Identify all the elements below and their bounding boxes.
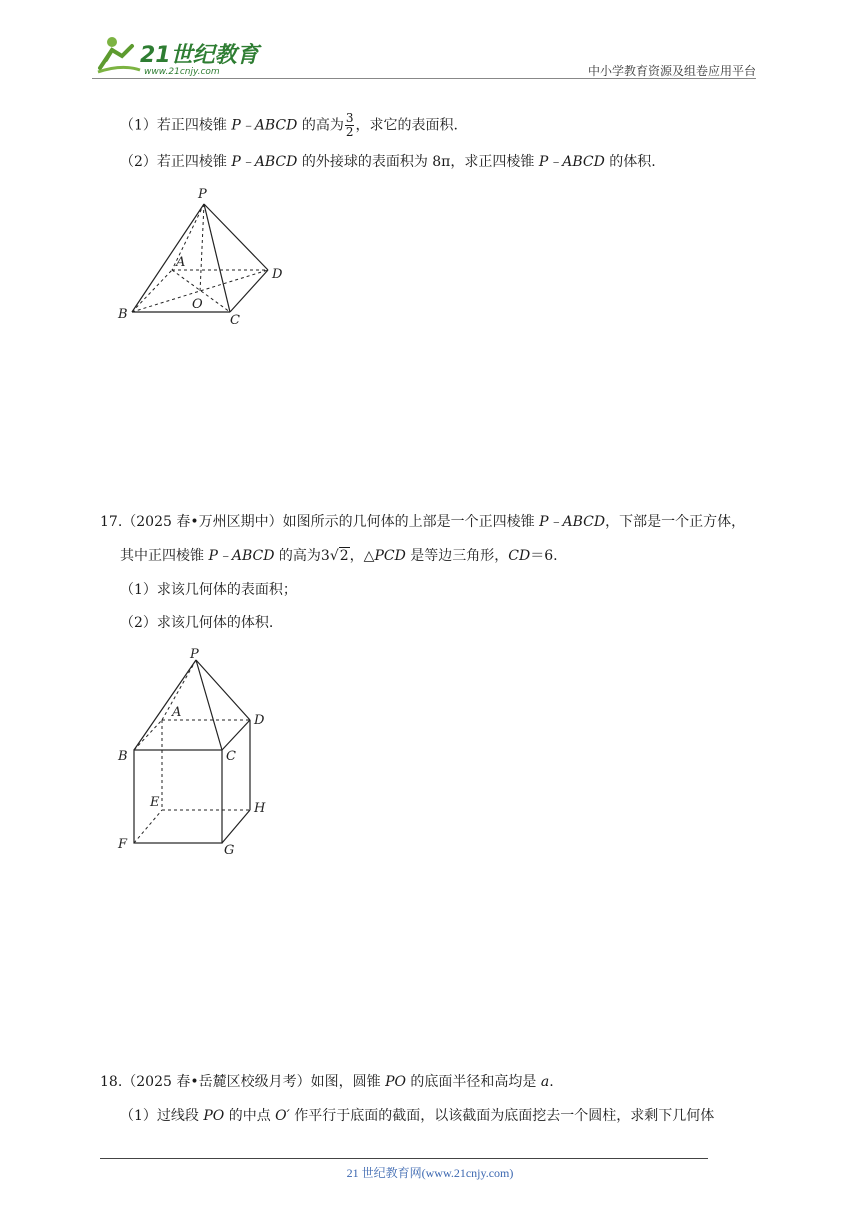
label-A: A [176,255,186,270]
label-H: H [254,801,266,816]
q17-stem-line1: 17.（2025 春•万州区期中）如图所示的几何体的上部是一个正四棱锥 P﹣ABCD，下部是一个正方体， [100,514,746,530]
q17-part2: （2）求该几何体的体积. [120,615,274,631]
footer-divider [100,1158,708,1159]
site-logo [92,30,262,80]
label-B: B [118,749,128,764]
runner-logo-icon [98,37,140,72]
label-C: C [230,313,240,328]
header-divider [92,78,756,79]
q17-composite-figure [112,642,282,866]
label-B: B [118,307,128,322]
label-P: P [198,187,207,202]
label-D: D [272,267,283,282]
label-O: O [192,297,203,312]
q18-stem: 18.（2025 春•岳麓区校级月考）如图，圆锥 PO 的底面半径和高均是 a. [100,1074,554,1090]
q16-part1: （1）若正四棱锥 P﹣ABCD 的高为 $\frac{3}{2}$ ，求它的表面积. [120,111,458,139]
label-A: A [172,705,182,720]
label-G: G [224,843,235,858]
label-P: P [190,647,199,662]
logo-url: www.21cnjy.com [144,67,220,77]
label-C: C [226,749,236,764]
q16-part2: （2）若正四棱锥 P﹣ABCD 的外接球的表面积为 8π，求正四棱锥 P﹣ABCD 的体积. [120,154,656,170]
q18-part1: （1）过线段 PO 的中点 O′ 作平行于底面的截面，以该截面为底面挖去一个圆柱，求剩下几何体 [120,1108,715,1124]
q16-pyramid-figure [112,182,292,336]
label-D: D [254,713,265,728]
logo-text: 21世纪教育 [140,43,259,68]
fraction-three-halves: $\frac{3}{2}$ [345,111,354,139]
header-platform-text: 中小学教育资源及组卷应用平台 [587,64,756,78]
q17-part1: （1）求该几何体的表面积； [120,582,297,598]
label-F: F [118,837,128,852]
footer-link[interactable]: 21 世纪教育网(www.21cnjy.com) [346,1166,514,1180]
label-E: E [150,795,160,810]
q17-stem-line2: 其中正四棱锥 P﹣ABCD 的高为3√2，△PCD 是等边三角形，CD＝6. [120,548,558,564]
sqrt-two: √2 [329,548,349,564]
